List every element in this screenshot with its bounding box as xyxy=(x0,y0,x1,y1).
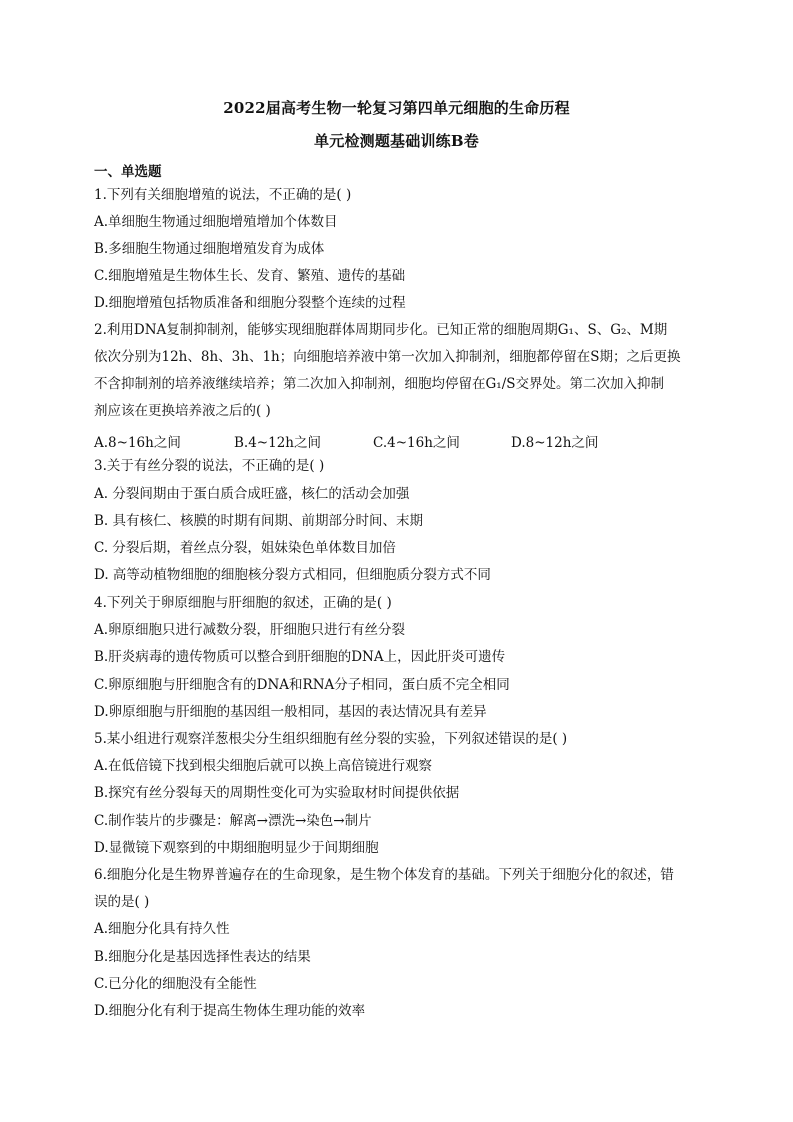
question-2-option-b: B.4~12h之间 xyxy=(234,435,321,451)
question-4-stem: 4.下列关于卵原细胞与肝细胞的叙述，正确的是( ) xyxy=(94,595,392,611)
question-1-stem: 1.下列有关细胞增殖的说法，不正确的是( ) xyxy=(94,187,352,203)
question-3-option-a: A. 分裂间期由于蛋白质合成旺盛，核仁的活动会加强 xyxy=(94,486,410,502)
question-6-option-b: B.细胞分化是基因选择性表达的结果 xyxy=(94,949,311,965)
page-title: 2022届高考生物一轮复习第四单元细胞的生命历程 xyxy=(223,99,570,117)
question-6-stem-line-2: 误的是( ) xyxy=(94,894,150,910)
question-4-option-d: D.卵原细胞与肝细胞的基因组一般相同，基因的表达情况具有差异 xyxy=(94,704,487,720)
question-3-option-b: B. 具有核仁、核膜的时期有间期、前期部分时间、末期 xyxy=(94,513,424,529)
question-6-option-d: D.细胞分化有利于提高生物体生理功能的效率 xyxy=(94,1003,366,1019)
question-1-option-a: A.单细胞生物通过细胞增殖增加个体数目 xyxy=(94,214,338,230)
question-2-stem-line-1: 2.利用DNA复制抑制剂，能够实现细胞群体周期同步化。已知正常的细胞周期G₁、S、G₂、M期 xyxy=(94,322,668,338)
question-3-stem: 3.关于有丝分裂的说法，不正确的是( ) xyxy=(94,458,325,474)
question-2-stem-line-3: 不含抑制剂的培养液继续培养；第二次加入抑制剂，细胞均停留在G₁/S交界处。第二次加入抑制 xyxy=(94,376,664,392)
question-3-option-d: D. 高等动植物细胞的细胞核分裂方式相同，但细胞质分裂方式不同 xyxy=(94,567,491,583)
page-subtitle: 单元检测题基础训练B卷 xyxy=(314,132,479,150)
question-5-stem: 5.某小组进行观察洋葱根尖分生组织细胞有丝分裂的实验，下列叙述错误的是( ) xyxy=(94,731,568,747)
question-5-option-d: D.显微镜下观察到的中期细胞明显少于间期细胞 xyxy=(94,840,379,856)
question-1-option-c: C.细胞增殖是生物体生长、发育、繁殖、遗传的基础 xyxy=(94,268,406,284)
question-5-option-b: B.探究有丝分裂每天的周期性变化可为实验取材时间提供依据 xyxy=(94,785,460,801)
question-6-option-a: A.细胞分化具有持久性 xyxy=(94,921,230,937)
question-2-stem-line-4: 剂应该在更换培养液之后的( ) xyxy=(94,403,271,419)
question-2-option-c: C.4~16h之间 xyxy=(373,435,460,451)
question-2-option-d: D.8~12h之间 xyxy=(511,435,599,451)
section-heading: 一、单选题 xyxy=(94,164,162,180)
question-2-stem-line-2: 依次分别为12h、8h、3h、1h；向细胞培养液中第一次加入抑制剂，细胞都停留在S期；之后更换 xyxy=(94,349,681,365)
question-4-option-a: A.卵原细胞只进行减数分裂，肝细胞只进行有丝分裂 xyxy=(94,622,406,638)
question-1-option-d: D.细胞增殖包括物质准备和细胞分裂整个连续的过程 xyxy=(94,295,406,311)
question-6-option-c: C.已分化的细胞没有全能性 xyxy=(94,976,257,992)
question-5-option-c: C.制作装片的步骤是：解离→漂洗→染色→制片 xyxy=(94,813,372,829)
question-2-option-a: A.8~16h之间 xyxy=(94,435,181,451)
question-3-option-c: C. 分裂后期，着丝点分裂，姐妹染色单体数目加倍 xyxy=(94,540,396,556)
question-5-option-a: A.在低倍镜下找到根尖细胞后就可以换上高倍镜进行观察 xyxy=(94,758,433,774)
question-4-option-b: B.肝炎病毒的遗传物质可以整合到肝细胞的DNA上，因此肝炎可遗传 xyxy=(94,649,506,665)
question-6-stem-line-1: 6.细胞分化是生物界普遍存在的生命现象，是生物个体发育的基础。下列关于细胞分化的叙述，错 xyxy=(94,867,674,883)
question-4-option-c: C.卵原细胞与肝细胞含有的DNA和RNA分子相同，蛋白质不完全相同 xyxy=(94,677,510,693)
question-1-option-b: B.多细胞生物通过细胞增殖发育为成体 xyxy=(94,241,325,257)
